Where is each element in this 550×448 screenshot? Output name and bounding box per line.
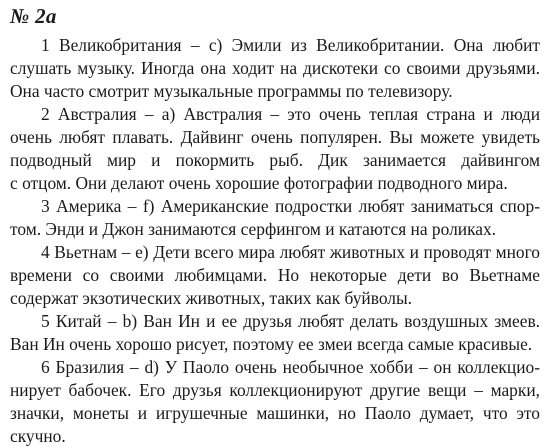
text-line: 5 Китай – b) Ван Ин и ее друзья любят делать воздушных змеев.: [41, 311, 540, 331]
text-line: слушать музыку. Иногда она ходит на дискотеки со своими друзьями.: [10, 58, 540, 78]
text-line: содержат экзотических животных, таких как буйволы.: [10, 288, 412, 308]
text-line: с отцом. Они делают очень хорошие фотографии подводного мира.: [10, 173, 508, 193]
text-line: 6 Бразилия – d) У Паоло очень необычное хобби – он коллекцио-: [41, 357, 540, 377]
text-line: очень любят плавать. Дайвинг очень популярен. Вы можете увидеть: [10, 127, 540, 147]
text-line: подводный мир и покормить рыб. Дик занимается дайвингом: [10, 150, 540, 170]
text-line: том. Энди и Джон занимаются серфингом и катаются на роликах.: [10, 219, 497, 239]
text-line: Ван Ин очень хорошо рисует, поэтому ее змеи всегда самые красивые.: [10, 334, 533, 354]
text-line: нирует бабочек. Его друзья коллекционируют другие вещи – марки,: [10, 380, 540, 400]
text-line: скучно.: [10, 426, 66, 446]
text-line: 4 Вьетнам – е) Дети всего мира любят животных и проводят много: [41, 242, 540, 262]
text-line: времени со своими любимцами. Но некоторые дети во Вьетнаме: [10, 265, 540, 285]
text-line: 1 Великобритания – с) Эмили из Великобритании. Она любит: [41, 35, 540, 55]
exercise-number: № 2a: [10, 4, 57, 28]
text-line: Она часто смотрит музыкальные программы по телевизору.: [10, 81, 453, 101]
text-line: 2 Австралия – а) Австралия – это очень теплая страна и люди: [41, 104, 540, 124]
text-line: значки, монеты и игрушечные машинки, но Паоло думает, что это: [10, 403, 540, 423]
answer-text: [10, 34, 540, 448]
text-line: 3 Америка – f) Американские подростки любят заниматься спор-: [41, 196, 540, 216]
